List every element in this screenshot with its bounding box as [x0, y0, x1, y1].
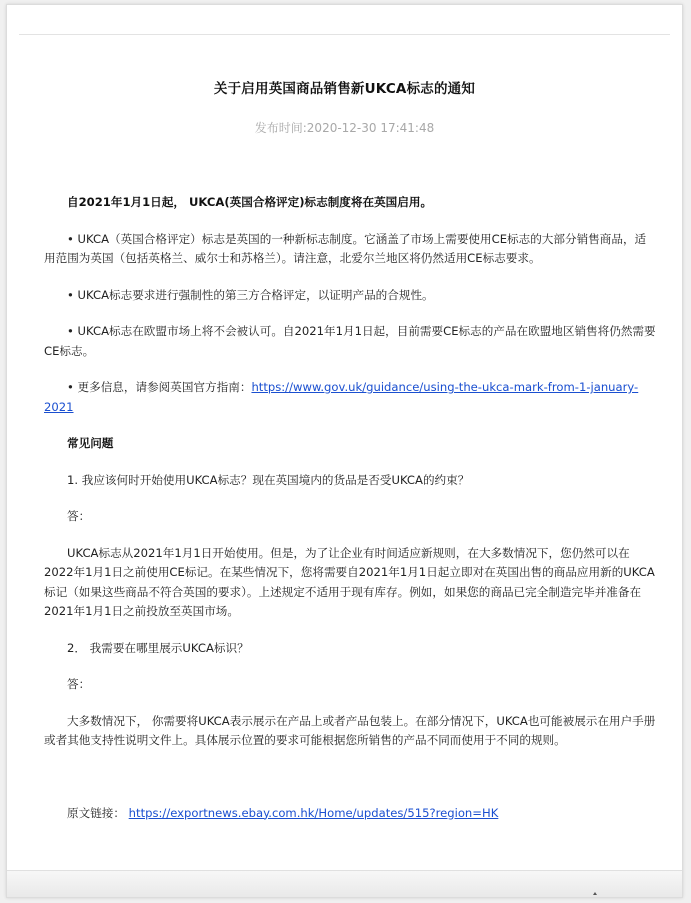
caret-up-icon: [593, 892, 597, 895]
top-divider: [19, 34, 670, 35]
intro-paragraph: 自2021年1月1日起， UKCA(英国合格评定)标志制度将在英国启用。: [67, 195, 433, 209]
article-card: [6, 4, 683, 898]
bullet-paragraph-1: • UKCA（英国合格评定）标志是英国的一种新标志制度。它涵盖了市场上需要使用CE标志的大部分销售商品，适用范围为英国（包括英格兰、威尔士和苏格兰）。请注意，北爱尔兰地区将仍然适用CE标志要求。: [44, 231, 647, 265]
bullet-paragraph-3: • UKCA标志在欧盟市场上将不会被认可。自2021年1月1日起，目前需要CE标志的产品在欧盟地区销售将仍然需要CE标志。: [44, 324, 656, 358]
source-paragraph: [44, 804, 656, 824]
faq-answer-label-1: 答：: [67, 509, 91, 523]
faq-answer-2: 大多数情况下， 你需要将UKCA表示展示在产品上或者产品包装上。在部分情况下，UKCA也可能被展示在用户手册或者其他支持性说明文件上。具体展示位置的要求可能根据您所销售的产品不同而使用于不同的规则。: [44, 713, 656, 747]
publish-meta: [7, 119, 682, 136]
source-label: 原文链接：: [67, 805, 125, 820]
source-link[interactable]: https://exportnews.ebay.com.hk/Home/updates/515?region=HK: [128, 805, 499, 820]
bullet-paragraph-2: • UKCA标志要求进行强制性的第三方合格评定，以证明产品的合规性。: [67, 287, 434, 302]
bottom-scroll-bar: [7, 870, 682, 897]
bullet-paragraph-4: [44, 378, 656, 417]
publish-time: 2020-12-30 17:41:48: [306, 121, 435, 135]
faq-question-2: 2． 我需要在哪里展示UKCA标识？: [67, 640, 249, 655]
faq-answer-label-2: 答：: [67, 677, 91, 691]
guidance-prefix: • 更多信息，请参阅英国官方指南：: [67, 380, 252, 394]
faq-question-1: 1. 我应该何时开始使用UKCA标志？现在英国境内的货品是否受UKCA的约束？: [67, 472, 470, 487]
faq-heading: 常见问题: [67, 436, 114, 450]
article-title: 关于启用英国商品销售新UKCA标志的通知: [213, 81, 476, 97]
publish-label: 发布时间:: [254, 121, 307, 135]
gov-guidance-link[interactable]: https://www.gov.uk/guidance/using-the-ukca-mark-from-1-january-2021: [44, 380, 639, 414]
article-body: [44, 193, 656, 823]
faq-answer-1: UKCA标志从2021年1月1日开始使用。但是，为了让企业有时间适应新规则，在大多数情况下，您仍然可以在2022年1月1日之前使用CE标记。在某些情况下，您将需要自2021年1月1日起立即对在英国出售的商品应用新的UKCA标记（如果这些商品不符合英国的要求）。上述规定不适用于现有库存。例如，如果您的商品已完全制造完毕并准备在2021年1月1日之前投放至英国市场。: [44, 545, 655, 618]
